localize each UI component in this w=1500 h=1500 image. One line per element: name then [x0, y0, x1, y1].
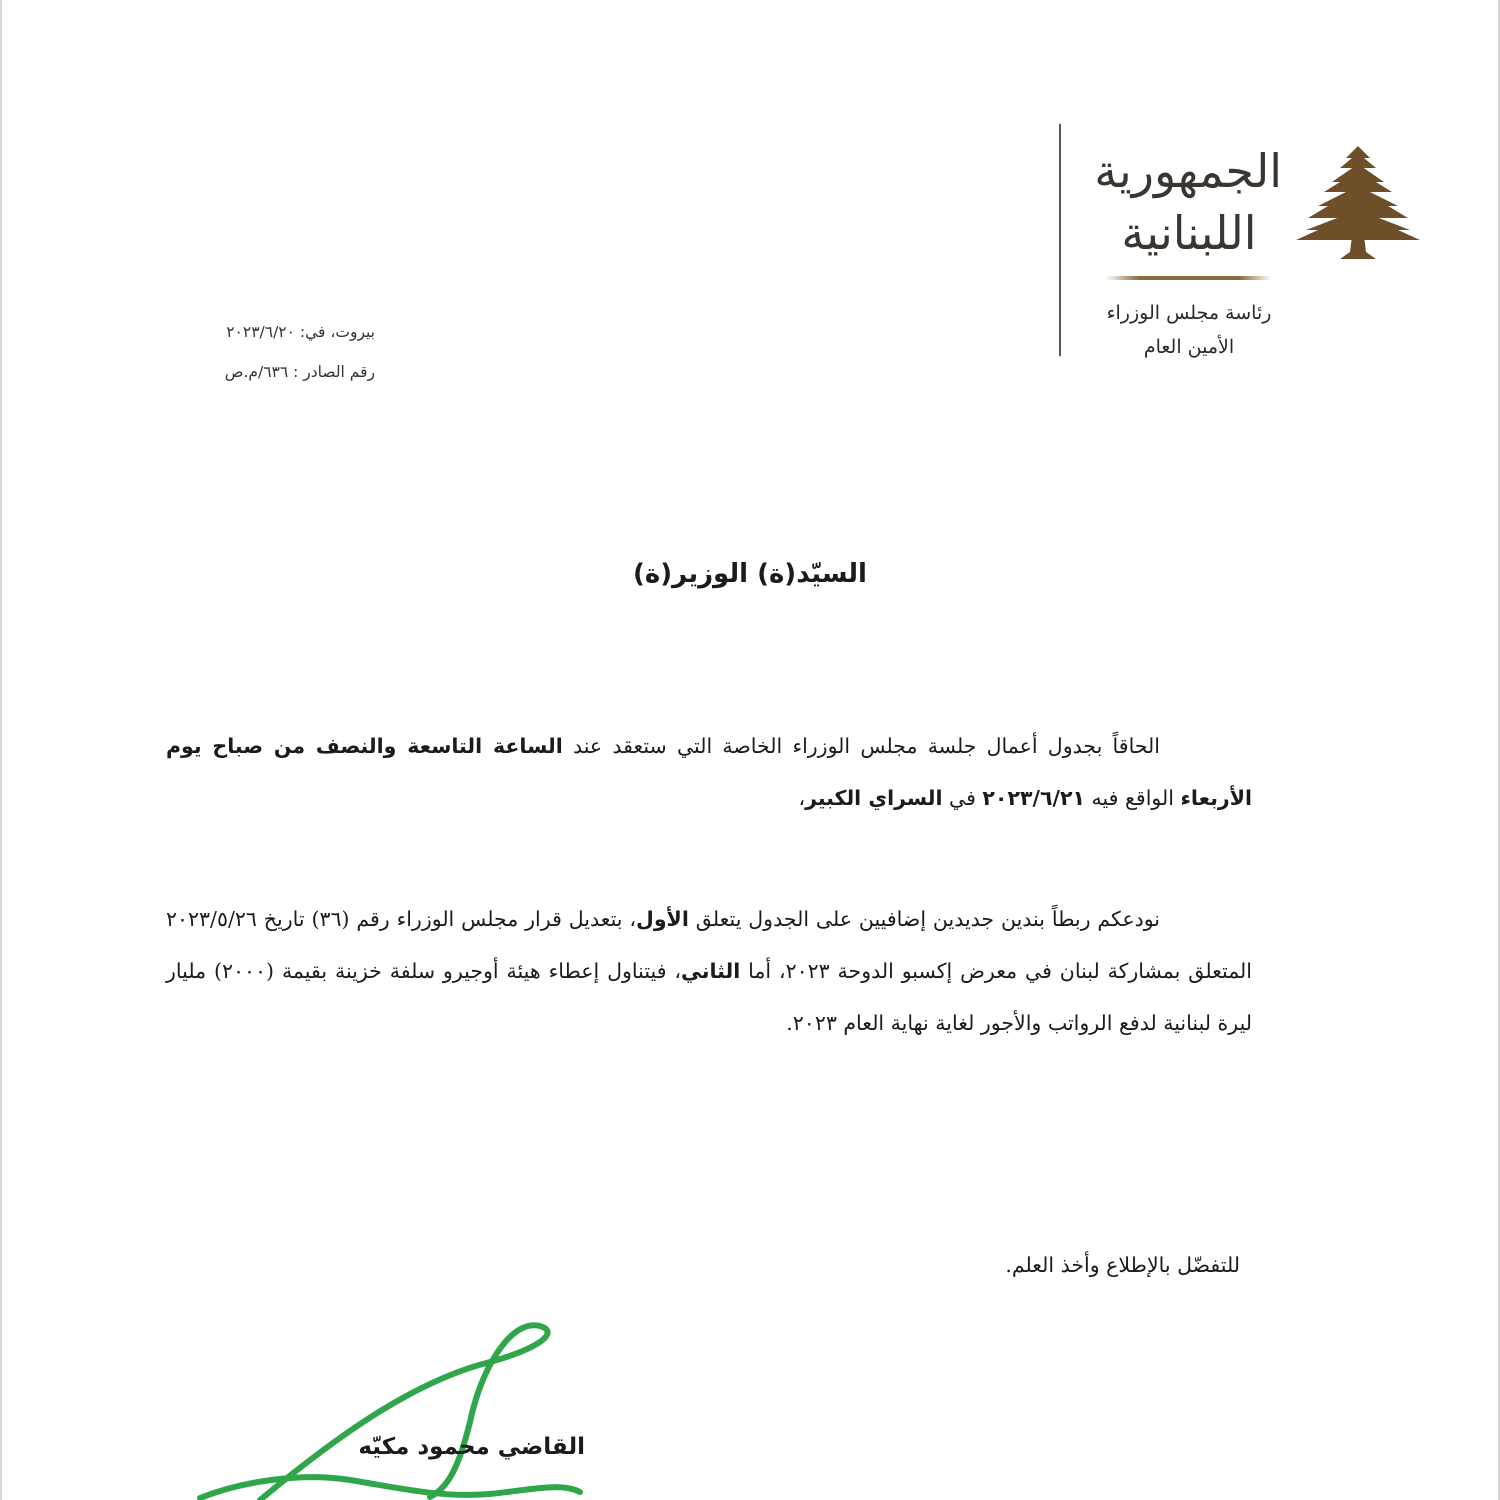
- closing-line: للتفضّل بالإطلاع وأخذ العلم.: [1005, 1253, 1240, 1277]
- p1-meeting-date: ٢٠٢٣/٦/٢١: [982, 786, 1085, 810]
- reference-line: رقم الصادر : ٦٣٦/م.ص: [224, 363, 375, 381]
- p1-meeting-venue: السراي الكبير: [805, 786, 943, 810]
- date-line: بيروت، في: ٢٠٢٣/٦/٢٠: [226, 323, 375, 341]
- p2-second-item: الثاني: [681, 959, 741, 983]
- office-title: الأمين العام: [1143, 336, 1235, 358]
- p2-text-e: ، فيتناول إعطاء هيئة أوجيرو سلفة خزينة بقيمة (٢٠٠٠) مليار ليرة لبنانية لدفع الرواتب والأجور لغاية نهاية العام ٢٠٢٣.: [166, 959, 1252, 1035]
- signature-icon: [180, 1322, 600, 1500]
- p2-first-item: الأول: [636, 907, 689, 931]
- p1-text-c: الواقع فيه: [1084, 786, 1181, 810]
- republic-title-line1: الجمهورية: [1094, 144, 1282, 198]
- signatory-name: القاضي محمود مكيّه: [358, 1434, 585, 1460]
- p1-meeting-time: الساعة التاسعة والنصف من صباح يوم الأربعاء: [166, 734, 1252, 810]
- p2-text-c: ، بتعديل قرار مجلس الوزراء رقم (٣٦) تاريخ ٢٠٢٣/٥/٢٦ المتعلق بمشاركة لبنان في معرض إكسبو الدوحة ٢٠٢٣، أما: [166, 907, 1252, 983]
- p2-text-a: نودعكم ربطاً بندين جديدين إضافيين على الجدول يتعلق: [688, 907, 1161, 931]
- cedar-emblem-icon: [1292, 140, 1424, 265]
- office-block: [1086, 296, 1292, 364]
- p1-text-a: الحاقاً بجدول أعمال جلسة مجلس الوزراء الخاصة التي ستعقد عند: [562, 734, 1160, 758]
- republic-title: [1096, 140, 1282, 264]
- republic-title-line2: اللبنانية: [1121, 206, 1257, 260]
- title-divider: [1106, 276, 1272, 280]
- page-edge-left: [0, 0, 2, 1500]
- body-paragraph-2: [166, 893, 1252, 1049]
- p1-text-e: في: [942, 786, 983, 810]
- letter-meta: [150, 312, 375, 392]
- p1-text-g: ،: [798, 786, 806, 810]
- office-name: رئاسة مجلس الوزراء: [1106, 302, 1272, 324]
- header-vertical-rule: [1059, 124, 1061, 356]
- body-paragraph-1: [166, 720, 1252, 824]
- addressee: السيّد(ة) الوزير(ة): [633, 559, 867, 589]
